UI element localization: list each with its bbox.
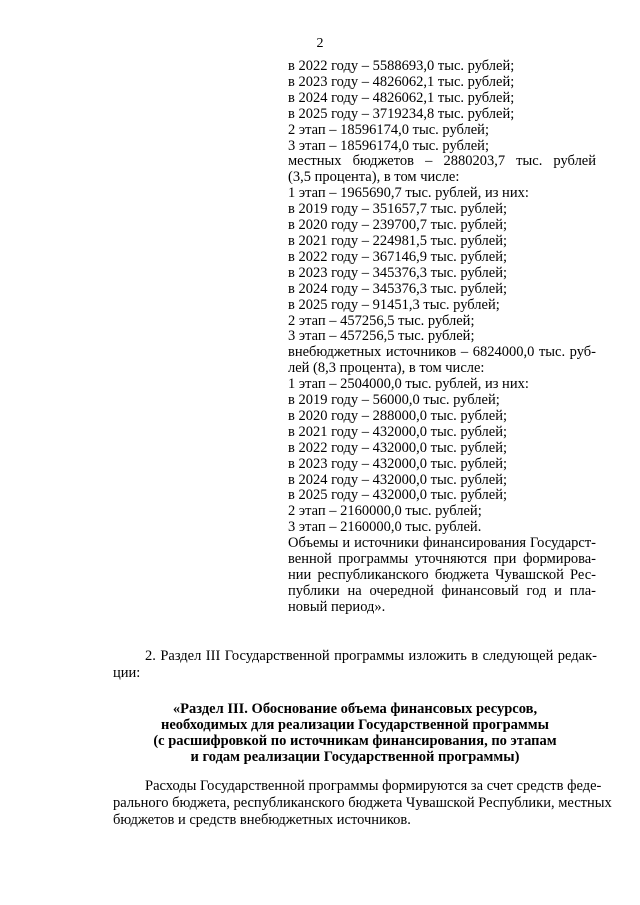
heading-line: и годам реализации Государственной программы) — [190, 749, 520, 765]
local-budgets-intro — [288, 154, 596, 186]
amendment-paragraph — [113, 648, 597, 682]
funding-line: в 2020 году – 239700,7 тыс. рублей; — [288, 217, 508, 234]
heading-line: необходимых для реализации Государственной программы — [161, 717, 549, 733]
extrabudget-intro — [288, 345, 596, 377]
funding-line: в 2025 году – 91451,3 тыс. рублей; — [288, 296, 500, 313]
funding-line: в 2023 году – 432000,0 тыс. рублей; — [288, 455, 508, 472]
intro-line: (3,5 процента), в том числе: — [288, 169, 460, 186]
funding-line: 3 этап – 457256,5 тыс. рублей; — [288, 328, 475, 345]
funding-line: в 2022 году – 432000,0 тыс. рублей; — [288, 439, 508, 456]
heading-line: (с расшифровкой по источникам финансирования, по этапам — [153, 733, 557, 749]
funding-line: в 2019 году – 56000,0 тыс. рублей; — [288, 392, 500, 409]
local-budgets-lines — [288, 186, 596, 345]
paragraph-line: публики на очередной финансовый год и пла- — [288, 582, 596, 599]
paragraph-line: рального бюджета, республиканского бюджета Чувашской Республики, местных — [113, 795, 612, 811]
funding-line: в 2024 году – 4826062,1 тыс. рублей; — [288, 89, 515, 106]
funding-line: в 2020 году – 288000,0 тыс. рублей; — [288, 407, 508, 424]
funding-line: в 2024 году – 432000,0 тыс. рублей; — [288, 471, 508, 488]
paragraph-line: ции: — [113, 665, 141, 681]
funding-line: 1 этап – 1965690,7 тыс. рублей, из них: — [288, 185, 529, 202]
extrabudget-lines — [288, 377, 596, 536]
funding-line: в 2023 году – 4826062,1 тыс. рублей; — [288, 73, 515, 90]
intro-line: внебюджетных источников – 6824000,0 тыс. руб- — [288, 344, 596, 361]
expenses-paragraph — [113, 778, 612, 829]
section-heading — [113, 701, 597, 765]
paragraph-line: нии республиканского бюджета Чувашской Рес- — [288, 567, 596, 583]
page-number: 2 — [316, 36, 324, 51]
funding-line: в 2021 году – 224981,5 тыс. рублей; — [288, 232, 508, 249]
funding-line: в 2025 году – 3719234,8 тыс. рублей; — [288, 105, 515, 122]
funding-line: 3 этап – 2160000,0 тыс. рублей. — [288, 519, 482, 536]
intro-line: лей (8,3 процента), в том числе: — [288, 360, 485, 377]
paragraph-line: венной программы уточняются при формирова- — [288, 551, 596, 568]
funding-line: в 2023 году – 345376,3 тыс. рублей; — [288, 264, 508, 281]
funding-line: в 2022 году – 367146,9 тыс. рублей; — [288, 248, 508, 265]
funding-line: в 2024 году – 345376,3 тыс. рублей; — [288, 280, 508, 297]
federal-funding-lines — [288, 59, 596, 154]
paragraph-line: Объемы и источники финансирования Государст- — [288, 535, 596, 552]
paragraph-line: новый период». — [288, 598, 386, 615]
funding-line: 2 этап – 457256,5 тыс. рублей; — [288, 312, 475, 329]
heading-line: «Раздел III. Обоснование объема финансовых ресурсов, — [172, 701, 538, 717]
funding-line: 3 этап – 18596174,0 тыс. рублей; — [288, 137, 489, 154]
intro-line: местных бюджетов – 2880203,7 тыс. рублей — [288, 153, 596, 170]
funding-line: 2 этап – 2160000,0 тыс. рублей; — [288, 503, 482, 520]
funding-line: в 2022 году – 5588693,0 тыс. рублей; — [288, 58, 515, 74]
funding-line: в 2025 году – 432000,0 тыс. рублей; — [288, 487, 508, 504]
funding-line: 1 этап – 2504000,0 тыс. рублей, из них: — [288, 376, 529, 393]
funding-line: 2 этап – 18596174,0 тыс. рублей; — [288, 121, 489, 138]
paragraph-line: Расходы Государственной программы формируются за счет средств феде- — [145, 778, 602, 794]
paragraph-line: бюджетов и средств внебюджетных источников. — [113, 812, 411, 828]
paragraph-line: 2. Раздел III Государственной программы изложить в следующей редак- — [145, 648, 597, 664]
clarification-paragraph — [288, 536, 596, 616]
funding-line: в 2019 году – 351657,7 тыс. рублей; — [288, 201, 508, 218]
funding-details — [288, 59, 596, 616]
funding-line: в 2021 году – 432000,0 тыс. рублей; — [288, 423, 508, 440]
